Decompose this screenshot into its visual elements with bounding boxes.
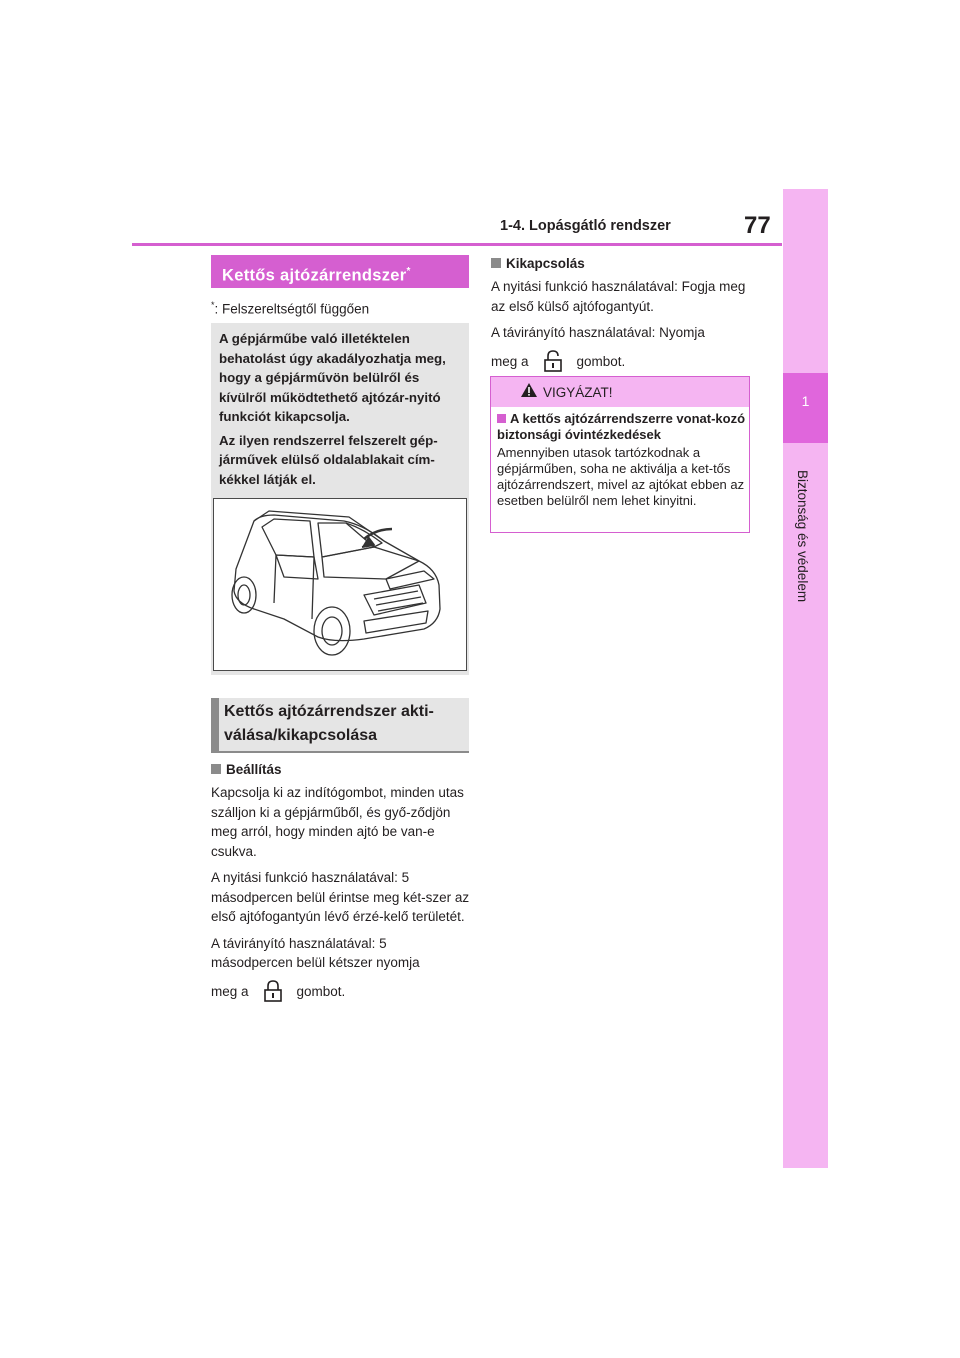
- square-bullet-icon: [491, 258, 501, 268]
- section-accent-bar: [211, 698, 219, 753]
- cancel-paragraph-1: A nyitási funkció használatával: Fogja meg az első külső ajtófogantyút.: [491, 279, 746, 314]
- setting-paragraph-1: Kapcsolja ki az indítógombot, minden utas szálljon ki a gépjárműből, és győ-ződjön meg arról, hogy minden ajtó be van-e csukva.: [211, 785, 464, 859]
- caution-body: Amennyiben utasok tartózkodnak a gépjárműben, soha ne aktiválja a ket-tős ajtózárrendszert, mivel az ajtókat ebben az esetben belülről nem lehet kinyitni.: [497, 445, 745, 508]
- chapter-side-tab: [783, 189, 828, 1168]
- intro-box: [211, 323, 469, 490]
- caution-title: VIGYÁZAT!: [543, 385, 613, 400]
- setting-paragraph-4: meg a gombot.: [211, 980, 471, 1002]
- footnote: [211, 300, 369, 317]
- page-number: 77: [744, 212, 771, 239]
- warning-triangle-icon: [520, 382, 538, 403]
- setting-paragraph-3: A távirányító használatával: 5 másodpercen belül kétszer nyomja: [211, 935, 420, 970]
- setting-body: [211, 783, 471, 1009]
- footnote-text: : Felszereltségtől függően: [214, 301, 370, 317]
- section-title-activation: Kettős ajtózárrendszer akti-válása/kikapcsolása: [224, 703, 434, 744]
- unlock-button-icon: [543, 350, 563, 372]
- section-title-double-lock: [211, 255, 469, 288]
- square-bullet-icon: [211, 764, 221, 774]
- setting-heading: Beállítás: [211, 762, 282, 777]
- running-head: 1-4. Lopásgátló rendszer: [500, 218, 671, 234]
- square-bullet-icon: [497, 414, 506, 423]
- header-rule: [132, 243, 782, 246]
- car-drawing-icon: [214, 499, 466, 670]
- lock-button-icon: [263, 980, 283, 1002]
- chapter-number: 1: [801, 393, 810, 409]
- cancel-paragraph-2: A távirányító használatával: Nyomja: [491, 325, 705, 340]
- section-title-text: Kettős ajtózárrendszer: [222, 266, 407, 285]
- cancel-paragraph-3: meg a gombot.: [491, 350, 751, 372]
- footnote-marker: *: [211, 300, 215, 310]
- intro-paragraph-2: Az ilyen rendszerrel felszerelt gép-járművek elülső oldalablakait cím-kékkel látják el.: [219, 432, 438, 487]
- title-footnote-marker: *: [406, 266, 411, 277]
- intro-paragraph-1: A gépjárműbe való illetéktelen behatolást úgy akadályozhatja meg, hogy a gépjárművön belülről és kívülről működtethető ajtózár-nyitó funkciót kikapcsolja.: [219, 331, 446, 424]
- car-illustration: [213, 498, 467, 671]
- chapter-title: Biztonság és védelem: [795, 470, 810, 603]
- caution-bullet: A kettős ajtózárrendszerre vonat-kozó biztonsági óvintézkedések: [497, 411, 746, 442]
- setting-paragraph-2: A nyitási funkció használatával: 5 másodpercen belül érintse meg két-szer az első ajtófogantyún lévő érzé-kelő területét.: [211, 870, 470, 924]
- cancel-body: [491, 277, 751, 379]
- cancel-heading: Kikapcsolás: [491, 256, 585, 271]
